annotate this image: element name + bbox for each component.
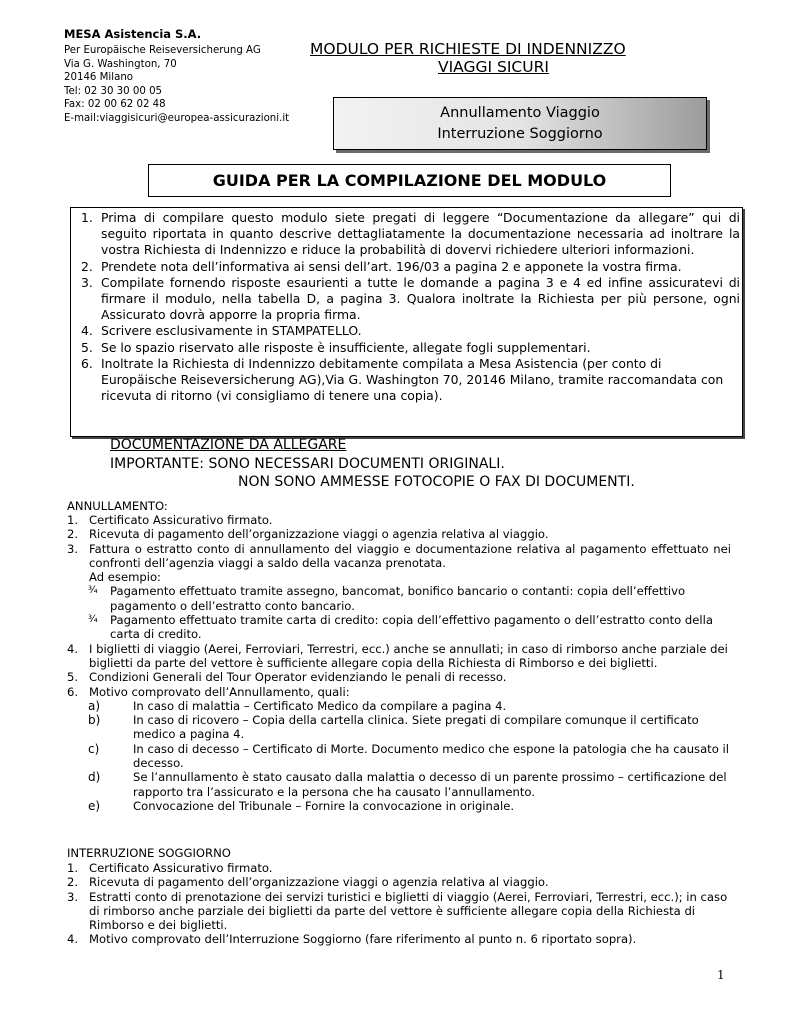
coverage-interruption: Interruzione Soggiorno xyxy=(437,126,603,142)
form-title: MODULO PER RICHIESTE DI INDENNIZZO xyxy=(310,40,626,58)
coverage-box xyxy=(333,97,707,150)
sender-city: 20146 Milano xyxy=(64,72,134,83)
list-item: 4. I biglietti di viaggio (Aerei, Ferroviari, Terrestri, ecc.) anche se annullati; in caso di rimborso anche parziale dei biglietti da parte del vettore è sufficiente allegare copia della Richiesta di Rimborso e dei biglietti. xyxy=(67,641,728,670)
instruction-item: 3. Compilate fornendo risposte esaurienti a tutte le domande a pagina 3 e 4 ed infine assicuratevi di firmare il modulo, nella tabella D, a pagina 3. Qualora inoltrate la Richiesta per più persone, ogni Assicurato dovrà apporre la propria firma. xyxy=(81,274,740,323)
interruption-heading: INTERRUZIONE SOGGIORNO xyxy=(67,846,231,860)
instructions-list xyxy=(75,210,740,404)
important-note-2: NON SONO AMMESSE FOTOCOPIE O FAX DI DOCUMENTI. xyxy=(238,474,635,490)
bullet-icon: ¾ xyxy=(88,585,98,597)
instruction-item: 1. Prima di compilare questo modulo siete pregati di leggere “Documentazione da allegare” qui di seguito riportata in quanto descrive dettagliatamente la documentazione necessaria ad inoltrare la vostra Richiesta di Indennizzo e riduce la probabilità di dovervi richiedere ulteriori informazioni. xyxy=(81,210,740,258)
interruption-list xyxy=(67,861,731,947)
cancellation-heading: ANNULLAMENTO: xyxy=(67,499,168,513)
cancellation-list xyxy=(67,513,731,813)
list-item: 3. Fattura o estratto conto di annullamento del viaggio e documentazione relativa al pagamento effettuato nei confronti dell’agenzia viaggi a saldo della vacanza prenotata. xyxy=(67,541,731,570)
list-item: 3. Estratti conto di prenotazione dei servizi turistici e biglietti di viaggio (Aerei, Ferroviari, Terrestri, ecc.); in caso di rimborso anche parziale dei biglietti da parte del vettore è sufficiente allegare copia della Richiesta di Rimborso e dei biglietti. xyxy=(67,889,728,933)
list-item: 6. Motivo comprovato dell’Annullamento, quali: xyxy=(67,684,350,699)
reason-item: b) In caso di ricovero – Copia della cartella clinica. Siete pregati di compilare comunque il certificato medico a pagina 4. xyxy=(88,713,699,742)
important-note: IMPORTANTE: SONO NECESSARI DOCUMENTI ORIGINALI. xyxy=(110,456,505,472)
form-subtitle: VIAGGI SICURI xyxy=(438,58,549,76)
page-number: 1 xyxy=(717,968,725,982)
company-name: MESA Asistencia S.A. xyxy=(64,27,202,41)
guide-title: GUIDA PER LA COMPILAZIONE DEL MODULO xyxy=(148,164,671,197)
instruction-item: 2. Prendete nota dell’informativa ai sensi dell’art. 196/03 a pagina 2 e apponete la vostra firma. xyxy=(81,258,682,274)
example-label-row xyxy=(67,570,731,584)
instruction-item: 4. Scrivere esclusivamente in STAMPATELLO. xyxy=(81,323,362,339)
example-item: ¾ Pagamento effettuato tramite carta di credito: copia dell’effettivo pagamento o dell’estratto conto della carta di credito. xyxy=(88,613,713,642)
documentation-heading: DOCUMENTAZIONE DA ALLEGARE xyxy=(110,437,347,453)
reason-item: e) Convocazione del Tribunale – Fornire la convocazione in originale. xyxy=(88,798,515,813)
example-item: ¾ Pagamento effettuato tramite assegno, bancomat, bonifico bancario o contanti: copia dell’effettivo pagamento o dell’estratto conto bancario. xyxy=(88,584,686,613)
list-item: 2. Ricevuta di pagamento dell’organizzazione viaggi o agenzia relativa al viaggio. xyxy=(67,527,549,542)
list-item: 1. Certificato Assicurativo firmato. xyxy=(67,861,273,875)
reason-item: c) In caso di decesso – Certificato di Morte. Documento medico che espone la patologia che ha causato il decesso. xyxy=(88,741,729,771)
reason-item: a) In caso di malattia – Certificato Medico da compilare a pagina 4. xyxy=(88,698,507,713)
instruction-item: 6. Inoltrate la Richiesta di Indennizzo debitamente compilata a Mesa Asistencia (per conto di Europäische Reiseversicherung AG),Via G. Washington 70, 20146 Milano, tramite raccomandata con ricevuta di ritorno (vi consigliamo di tenere una copia). xyxy=(81,355,724,404)
list-item: 2. Ricevuta di pagamento dell’organizzazione viaggi o agenzia relativa al viaggio. xyxy=(67,875,549,890)
list-item: 1. Certificato Assicurativo firmato. xyxy=(67,513,273,527)
example-label: Ad esempio: xyxy=(89,570,161,585)
list-item: 4. Motivo comprovato dell’Interruzione Soggiorno (fare riferimento al punto n. 6 riportato sopra). xyxy=(67,932,637,947)
bullet-icon: ¾ xyxy=(88,614,98,626)
sender-email: E-mail:viaggisicuri@europea-assicurazioni.it xyxy=(64,113,290,124)
coverage-cancellation: Annullamento Viaggio xyxy=(440,105,600,121)
list-item: 5. Condizioni Generali del Tour Operator evidenziando le penali di recesso. xyxy=(67,670,507,685)
sender-fax: Fax: 02 00 62 02 48 xyxy=(64,99,166,110)
reason-item: d) Se l’annullamento è stato causato dalla malattia o decesso di un parente prossimo – certificazione del rapporto tra l’assicurato e la persona che ha causato l’annullamento. xyxy=(88,770,727,799)
instruction-item: 5. Se lo spazio riservato alle risposte è insufficiente, allegate fogli supplementari. xyxy=(81,339,591,355)
sender-address: Via G. Washington, 70 xyxy=(64,59,177,70)
instructions-box xyxy=(70,207,743,437)
sender-phone: Tel: 02 30 30 00 05 xyxy=(64,86,163,97)
sender-line: Per Europäische Reiseversicherung AG xyxy=(64,45,261,56)
